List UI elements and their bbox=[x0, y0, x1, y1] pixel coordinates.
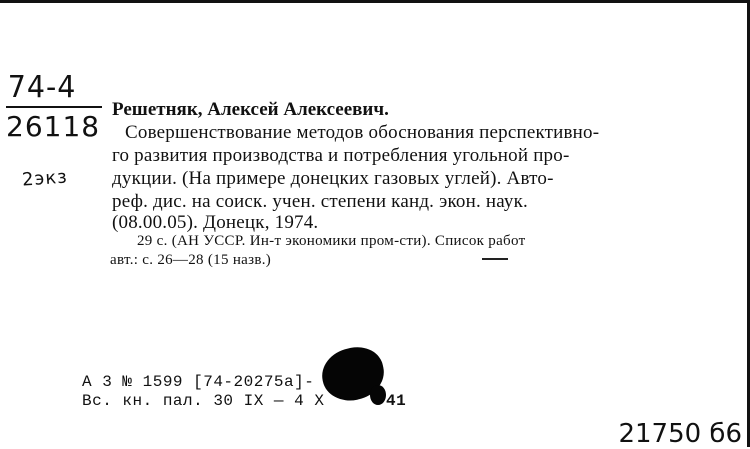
ink-blot bbox=[370, 385, 386, 405]
description-line: Совершенствование методов обоснования перспективно- bbox=[125, 122, 600, 143]
pagination-line: 29 с. (АН УССР. Ин-т экономики пром-сти). Список работ bbox=[137, 233, 526, 249]
inventory-number-handwritten: 26118 bbox=[6, 110, 101, 143]
copies-note-handwritten: 2экз bbox=[21, 166, 69, 191]
description-line: го развития производства и потребления угольной про- bbox=[112, 145, 570, 166]
pagination-line: авт.: с. 26—28 (15 назв.) bbox=[110, 252, 272, 268]
shelf-mark-handwritten: 74-4 bbox=[7, 70, 77, 105]
separator-dash bbox=[482, 258, 508, 260]
description-line: (08.00.05). Донецк, 1974. bbox=[112, 212, 319, 233]
card-top-edge bbox=[0, 0, 750, 3]
shelf-mark-underline bbox=[6, 106, 102, 108]
accession-line: А 3 № 1599 [74-20275а]- bbox=[82, 373, 315, 391]
accession-line: Вс. кн. пал. 30 IX — 4 X bbox=[82, 392, 325, 410]
stamp-suffix: 41 bbox=[386, 392, 407, 410]
corner-number-handwritten: 21750 б6 bbox=[618, 419, 742, 449]
description-line: реф. дис. на соиск. учен. степени канд. экон. наук. bbox=[112, 191, 528, 212]
description-line: дукции. (На примере донецких газовых углей). Авто- bbox=[112, 168, 554, 189]
author-heading: Решетняк, Алексей Алексеевич. bbox=[112, 99, 389, 120]
